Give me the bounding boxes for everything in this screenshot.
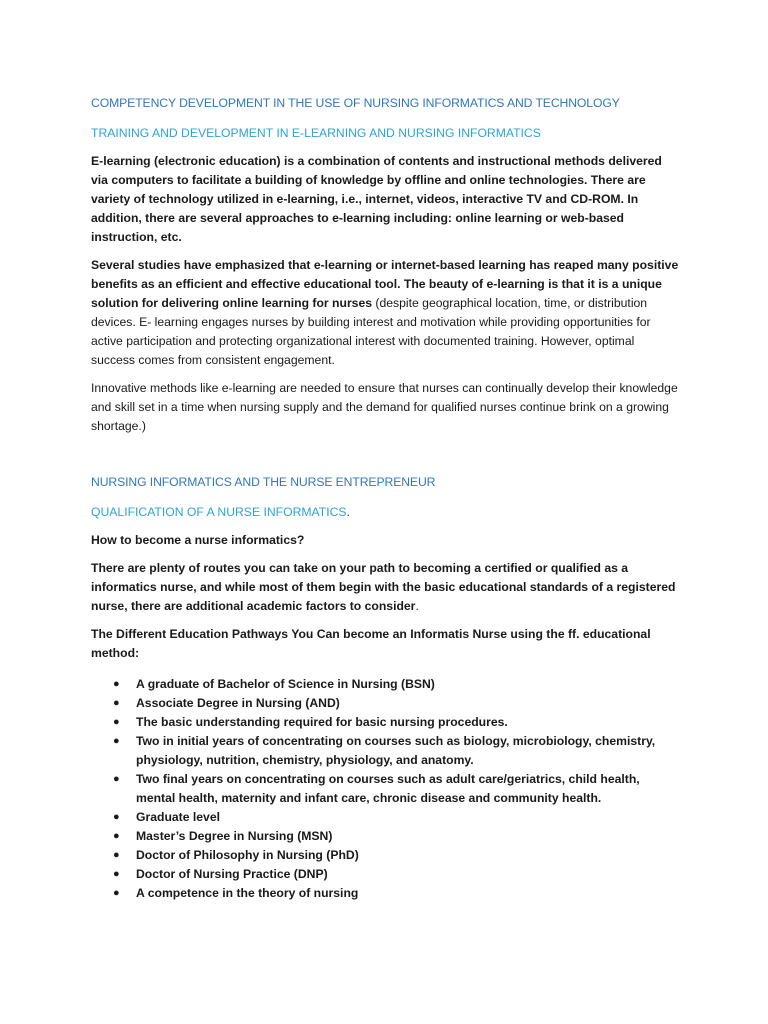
paragraph-innovative-methods: Innovative methods like e-learning are needed to ensure that nurses can continually develop their knowledge and skill set in a time when nursing supply and the demand for qualified nurses continue brink on a growing shortage.) xyxy=(91,381,678,433)
list-item xyxy=(91,808,681,827)
list-item-text: The basic understanding required for basic nursing procedures. xyxy=(136,715,508,729)
paragraph-routes-period: . xyxy=(415,599,419,613)
list-item xyxy=(91,884,681,903)
bullet-icon: ● xyxy=(113,735,120,747)
bullet-icon: ● xyxy=(113,830,120,842)
list-item xyxy=(91,846,681,865)
list-item-text: Doctor of Philosophy in Nursing (PhD) xyxy=(136,848,359,862)
bullet-icon: ● xyxy=(113,678,120,690)
list-item xyxy=(91,713,681,732)
paragraph-elearning-definition: E-learning (electronic education) is a combination of contents and instructional methods delivered via computers to facilitate a building of knowledge by offline and online technologies. There are variety of technology utilized in e-learning, i.e., internet, videos, interactive TV and CD-ROM. In addition, there are several approaches to e-learning including: online learning or web-based instruction, etc. xyxy=(91,154,662,244)
list-item xyxy=(91,770,681,808)
list-item-text: Graduate level xyxy=(136,810,220,824)
subheading-qualification-text: QUALIFICATION OF A NURSE INFORMATICS xyxy=(91,505,347,519)
list-item-text: Associate Degree in Nursing (AND) xyxy=(136,696,340,710)
subheading-training: TRAINING AND DEVELOPMENT IN E-LEARNING AND NURSING INFORMATICS xyxy=(91,126,541,140)
paragraph-routes xyxy=(91,559,681,616)
paragraph-routes-bold: There are plenty of routes you can take on your path to becoming a certified or qualified as a informatics nurse, and while most of them begin with the basic educational standards of a registered nurse, there are additional academic factors to consider xyxy=(91,561,676,613)
bullet-icon: ● xyxy=(113,811,120,823)
list-item-text: Two in initial years of concentrating on courses such as biology, microbiology, chemistry, physiology, nutrition, chemistry, physiology, and anatomy. xyxy=(136,734,656,767)
list-item xyxy=(91,827,681,846)
list-item xyxy=(91,675,681,694)
bullet-icon: ● xyxy=(113,716,120,728)
list-item-text: Doctor of Nursing Practice (DNP) xyxy=(136,867,328,881)
bullet-icon: ● xyxy=(113,887,120,899)
list-item xyxy=(91,732,681,770)
paragraph-education-pathways: The Different Education Pathways You Can become an Informatis Nurse using the ff. educational method: xyxy=(91,627,651,660)
list-item xyxy=(91,694,681,713)
section-spacer xyxy=(91,445,681,473)
subheading-qualification xyxy=(91,503,681,521)
list-item-text: A competence in the theory of nursing xyxy=(136,886,359,900)
section-heading-competency: COMPETENCY DEVELOPMENT IN THE USE OF NURSING INFORMATICS AND TECHNOLOGY xyxy=(91,96,620,110)
paragraph-studies xyxy=(91,256,681,370)
list-item-text: Two final years on concentrating on courses such as adult care/geriatrics, child health, mental health, maternity and infant care, chronic disease and community health. xyxy=(136,772,640,805)
question-how-to-become: How to become a nurse informatics? xyxy=(91,533,305,547)
bullet-icon: ● xyxy=(113,868,120,880)
list-item xyxy=(91,865,681,884)
list-item-text: Master’s Degree in Nursing (MSN) xyxy=(136,829,333,843)
education-pathway-list xyxy=(91,675,681,903)
bullet-icon: ● xyxy=(113,849,120,861)
list-item-text: A graduate of Bachelor of Science in Nursing (BSN) xyxy=(136,677,435,691)
paragraph-studies-bold: Several studies have emphasized that e-learning or internet-based learning has reaped many positive benefits as an efficient and effective educational tool. The beauty of e-learning is that it is a unique solution for delivering online learning for nurses xyxy=(91,258,679,310)
section-heading-entrepreneur: NURSING INFORMATICS AND THE NURSE ENTREPRENEUR xyxy=(91,475,436,489)
document-page xyxy=(91,94,681,903)
subheading-qualification-period: . xyxy=(346,505,350,519)
bullet-icon: ● xyxy=(113,697,120,709)
paragraph-studies-normal: (despite geographical location, time, or distribution devices. E- learning engages nurses by building interest and motivation while providing opportunities for active participation and protecting organizational interest with documented training. However, optimal success comes from consistent engagement. xyxy=(91,296,651,367)
bullet-icon: ● xyxy=(113,773,120,785)
